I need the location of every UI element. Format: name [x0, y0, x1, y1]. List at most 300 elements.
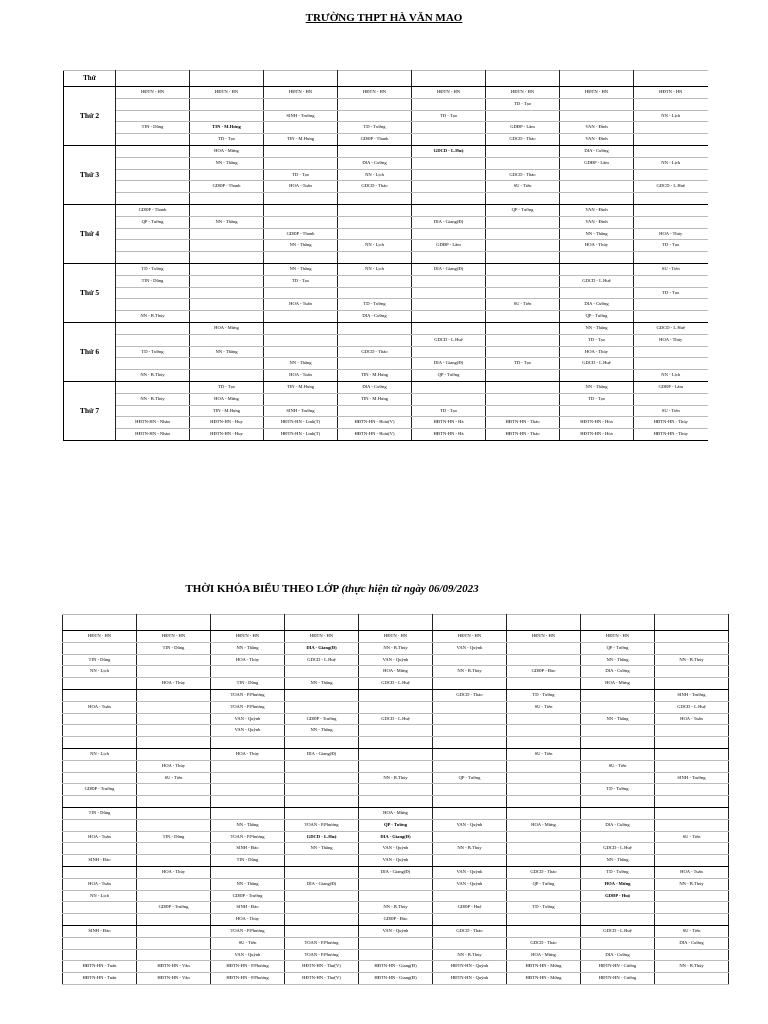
timetable-cell: HOA - Thủy — [634, 228, 708, 240]
timetable-cell — [655, 737, 729, 749]
timetable-cell: HOA - Thủy — [137, 866, 211, 878]
timetable-cell: NN - Thắng — [285, 678, 359, 690]
timetable-cell — [190, 299, 264, 311]
timetable-cell — [412, 98, 486, 110]
timetable-cell — [211, 772, 285, 784]
timetable-cell: GDĐP - Huệ — [433, 902, 507, 914]
class-header — [359, 615, 433, 631]
timetable-cell: HOA - Mừng — [359, 807, 433, 819]
timetable-cell — [634, 169, 708, 181]
timetable-cell: HĐTN-HN - Thư(V) — [285, 973, 359, 985]
timetable-cell: TIN - M.Hưng — [190, 122, 264, 134]
timetable-cell: TD - Tường — [581, 784, 655, 796]
timetable-cell — [63, 843, 137, 855]
timetable-cell — [486, 157, 560, 169]
day-label: Thứ 3 — [64, 145, 116, 204]
timetable-cell — [433, 937, 507, 949]
timetable-cell — [63, 760, 137, 772]
table-row — [63, 949, 729, 961]
timetable-cell: TIN - M.Hưng — [190, 405, 264, 417]
timetable-cell — [359, 701, 433, 713]
timetable-cell: HĐTN - HN — [116, 87, 190, 99]
day-header: Thứ — [64, 71, 116, 87]
timetable-cell: GDCD - Thảo — [433, 689, 507, 701]
timetable-cell — [560, 110, 634, 122]
timetable-cell — [211, 866, 285, 878]
timetable-cell — [486, 381, 560, 393]
timetable-cell: HĐTN - HN — [285, 631, 359, 643]
table-row — [63, 760, 729, 772]
timetable-cell: HOA - Mừng — [190, 145, 264, 157]
timetable-cell — [507, 855, 581, 867]
timetable-cell: NN - Lịch — [63, 890, 137, 902]
timetable-cell — [507, 654, 581, 666]
timetable-cell — [137, 701, 211, 713]
timetable-cell — [285, 807, 359, 819]
table-row — [63, 713, 729, 725]
timetable-cell — [116, 334, 190, 346]
timetable-cell — [137, 807, 211, 819]
timetable-cell — [581, 831, 655, 843]
timetable-cell — [560, 405, 634, 417]
timetable-cell — [359, 760, 433, 772]
timetable-cell: TD - Tạo — [560, 393, 634, 405]
timetable-cell — [285, 890, 359, 902]
timetable-cell — [264, 334, 338, 346]
table-row — [64, 429, 708, 441]
timetable-cell — [560, 287, 634, 299]
timetable-cell: GDCD - Thảo — [507, 866, 581, 878]
timetable-cell — [486, 252, 560, 264]
timetable-cell: TD - Tạo — [264, 275, 338, 287]
timetable-cell — [338, 334, 412, 346]
timetable-cell: QP - Tường — [507, 878, 581, 890]
timetable-cell: HOA - Thủy — [211, 748, 285, 760]
timetable-cell — [560, 169, 634, 181]
table-row — [64, 287, 708, 299]
timetable-cell: DIA - Cường — [581, 819, 655, 831]
timetable-cell — [137, 737, 211, 749]
timetable-cell — [560, 263, 634, 275]
timetable-cell: NN - Thắng — [190, 346, 264, 358]
timetable-cell: GDCD - L.Huệ — [634, 322, 708, 334]
timetable-cell — [412, 275, 486, 287]
table-row — [64, 228, 708, 240]
timetable-cell: TD - Tạo — [412, 110, 486, 122]
table-row — [63, 678, 729, 690]
timetable-cell: QP - Tường — [359, 819, 433, 831]
timetable-cell: NN - Thắng — [211, 819, 285, 831]
timetable-cell — [264, 287, 338, 299]
table-row — [64, 157, 708, 169]
timetable-cell: HĐTN-HN - Thảo — [486, 429, 560, 441]
class-header — [634, 71, 708, 87]
table-row — [64, 122, 708, 134]
timetable-cell: HĐTN-HN - Vân — [137, 961, 211, 973]
timetable-cell: TD - Tường — [507, 689, 581, 701]
timetable-cell: HOA - Mừng — [507, 949, 581, 961]
timetable-cell — [655, 973, 729, 985]
timetable-cell — [338, 228, 412, 240]
timetable-cell: TIN - Dũng — [116, 122, 190, 134]
timetable-cell — [581, 748, 655, 760]
table-row — [63, 914, 729, 926]
timetable-cell: HĐTN - HN — [137, 631, 211, 643]
timetable-cell: GDCD - L.Huệ — [285, 654, 359, 666]
timetable-cell — [285, 760, 359, 772]
timetable-cell — [634, 122, 708, 134]
timetable-cell — [655, 807, 729, 819]
timetable-cell — [285, 772, 359, 784]
timetable-cell — [137, 890, 211, 902]
class-header — [412, 71, 486, 87]
timetable-cell: GDCD - L.Huệ — [560, 358, 634, 370]
timetable-cell: SU - Tiến — [655, 925, 729, 937]
timetable-cell: GDCD - Thảo — [486, 134, 560, 146]
timetable-cell — [433, 748, 507, 760]
timetable-cell: SU - Tiến — [507, 701, 581, 713]
table-row — [63, 843, 729, 855]
timetable-cell: TD - Tạo — [634, 240, 708, 252]
timetable-cell: VAN - Quỳnh — [211, 713, 285, 725]
timetable-cell — [486, 334, 560, 346]
timetable-cell — [211, 737, 285, 749]
timetable-cell: HĐTN - HN — [63, 631, 137, 643]
timetable-cell: TD - Tạo — [190, 134, 264, 146]
timetable-cell: HĐTN - HN — [560, 87, 634, 99]
timetable-cell: SU - Tiến — [581, 760, 655, 772]
class-header — [137, 615, 211, 631]
timetable-cell — [285, 914, 359, 926]
timetable-cell — [634, 252, 708, 264]
timetable-cell: HOA - Tuấn — [264, 370, 338, 382]
timetable-cell — [486, 346, 560, 358]
timetable-cell — [285, 784, 359, 796]
timetable-cell — [581, 737, 655, 749]
timetable-cell: TIN - M.Hưng — [338, 370, 412, 382]
table-row — [64, 334, 708, 346]
timetable-cell: GDCD - L.Huệ — [285, 831, 359, 843]
timetable-cell — [211, 807, 285, 819]
timetable-cell — [63, 642, 137, 654]
timetable-cell: HOA - Thủy — [560, 346, 634, 358]
timetable-cell: NN - Thắng — [190, 216, 264, 228]
timetable-cell: TD - Tường — [338, 122, 412, 134]
timetable-cell: DIA - Giang(Đ) — [285, 748, 359, 760]
timetable-cell — [137, 819, 211, 831]
timetable-cell: HOA - Mừng — [190, 393, 264, 405]
timetable-cell: GDCD - Thảo — [338, 181, 412, 193]
timetable-cell: DIA - Cường — [338, 311, 412, 323]
timetable-cell: TD - Tạo — [486, 358, 560, 370]
timetable-cell — [655, 760, 729, 772]
timetable-cell: HĐTN - HN — [359, 631, 433, 643]
timetable-cell: DIA - Giang(Đ) — [412, 358, 486, 370]
timetable-cell — [285, 866, 359, 878]
timetable-cell: VAN - Quỳnh — [359, 654, 433, 666]
table-row — [63, 772, 729, 784]
timetable-cell: TD - Tường — [581, 866, 655, 878]
timetable-cell — [359, 890, 433, 902]
timetable-cell — [285, 701, 359, 713]
timetable-cell — [285, 737, 359, 749]
timetable-cell — [338, 358, 412, 370]
timetable-cell: HĐTN-HN - Thư(V) — [285, 961, 359, 973]
timetable-cell: NN - Thắng — [264, 263, 338, 275]
timetable-cell — [655, 666, 729, 678]
table-row — [64, 393, 708, 405]
timetable-cell — [655, 784, 729, 796]
timetable-cell: GDCD - L.Huệ — [412, 145, 486, 157]
timetable-cell — [338, 145, 412, 157]
timetable-cell — [137, 654, 211, 666]
timetable-cell — [116, 110, 190, 122]
timetable-cell: HOA - Tuấn — [264, 181, 338, 193]
timetable-cell: GDĐP - Lâm — [634, 381, 708, 393]
timetable-cell — [338, 322, 412, 334]
timetable-cell — [338, 216, 412, 228]
timetable-cell — [137, 843, 211, 855]
timetable-cell — [63, 937, 137, 949]
timetable-cell — [581, 902, 655, 914]
timetable-cell — [655, 819, 729, 831]
day-label: Thứ 7 — [64, 381, 116, 440]
timetable-cell: HOA - Thủy — [137, 760, 211, 772]
timetable-cell — [433, 890, 507, 902]
table-row — [63, 866, 729, 878]
timetable-cell — [655, 949, 729, 961]
timetable-cell — [507, 843, 581, 855]
timetable-cell — [63, 772, 137, 784]
timetable-cell — [338, 204, 412, 216]
timetable-cell: QP - Tường — [486, 204, 560, 216]
timetable-cell — [116, 358, 190, 370]
timetable-cell: TIN - Dũng — [137, 831, 211, 843]
timetable-cell — [412, 204, 486, 216]
timetable-cell — [412, 157, 486, 169]
class-timetable — [62, 614, 729, 985]
timetable-cell: TD - Tường — [507, 902, 581, 914]
timetable-cell: NN - Lịch — [63, 666, 137, 678]
timetable-cell: QP - Tường — [412, 370, 486, 382]
table-row — [63, 701, 729, 713]
timetable-cell: GDĐP - Lâm — [560, 157, 634, 169]
table-row — [63, 937, 729, 949]
timetable-cell — [264, 193, 338, 205]
timetable-cell: SINH - Đào — [211, 902, 285, 914]
timetable-cell: HOA - Mừng — [581, 878, 655, 890]
timetable-cell: SINH - Trường — [655, 689, 729, 701]
timetable-cell: NN - B.Thủy — [359, 772, 433, 784]
timetable-cell: HOA - Thủy — [211, 654, 285, 666]
timetable-cell — [560, 370, 634, 382]
timetable-cell — [137, 713, 211, 725]
timetable-cell — [634, 98, 708, 110]
timetable-cell: TD - Tạo — [190, 381, 264, 393]
timetable-cell: DIA - Giang(Đ) — [285, 878, 359, 890]
class-header — [655, 615, 729, 631]
timetable-cell — [63, 689, 137, 701]
timetable-cell: DIA - Cường — [560, 299, 634, 311]
timetable-cell — [486, 263, 560, 275]
timetable-cell — [359, 949, 433, 961]
table-row — [64, 193, 708, 205]
timetable-cell: TIN - Dũng — [63, 807, 137, 819]
timetable-cell — [581, 701, 655, 713]
timetable-cell — [412, 134, 486, 146]
timetable-cell — [486, 322, 560, 334]
timetable-cell — [412, 169, 486, 181]
timetable-cell — [137, 949, 211, 961]
timetable-cell: SU - Tiến — [486, 299, 560, 311]
timetable-cell: HOA - Thủy — [137, 678, 211, 690]
timetable-cell: TIN - M.Hưng — [264, 134, 338, 146]
timetable-cell: NN - B.Thủy — [116, 393, 190, 405]
table-row — [64, 87, 708, 99]
table-row — [63, 654, 729, 666]
timetable-cell — [581, 807, 655, 819]
table-row — [64, 204, 708, 216]
timetable-cell — [63, 902, 137, 914]
timetable-cell: SU - Tiến — [655, 831, 729, 843]
timetable-cell — [634, 311, 708, 323]
table-row — [64, 358, 708, 370]
table-row — [63, 819, 729, 831]
timetable-cell — [581, 914, 655, 926]
timetable-cell: TOAN - P.Phương — [285, 819, 359, 831]
table-row — [64, 240, 708, 252]
timetable-cell: SINH - Trường — [264, 110, 338, 122]
timetable-cell — [359, 784, 433, 796]
timetable-cell — [338, 193, 412, 205]
timetable-cell — [338, 275, 412, 287]
timetable-cell: HĐTN-HN - Hà — [412, 417, 486, 429]
timetable-cell — [655, 678, 729, 690]
timetable-cell — [655, 890, 729, 902]
class-header — [338, 71, 412, 87]
timetable-cell — [264, 252, 338, 264]
timetable-cell: TOAN - P.Phương — [211, 689, 285, 701]
timetable-cell: SU - Tiến — [634, 263, 708, 275]
timetable-title-main: THỜI KHÓA BIỂU THEO LỚP — [185, 583, 339, 595]
timetable-cell: HĐTN - HN — [507, 631, 581, 643]
timetable-cell — [63, 949, 137, 961]
timetable-cell: HOA - Tuấn — [655, 866, 729, 878]
timetable-cell — [634, 134, 708, 146]
timetable-cell: HĐTN-HN - Giang(Đ) — [359, 961, 433, 973]
day-label: Thứ 4 — [64, 204, 116, 263]
timetable-cell: TOAN - P.Phương — [211, 701, 285, 713]
timetable-cell: GDCD - Thảo — [338, 346, 412, 358]
timetable-cell: GDĐP - Đào — [507, 666, 581, 678]
day-label: Thứ 2 — [64, 87, 116, 146]
timetable-cell — [116, 145, 190, 157]
timetable-cell — [190, 193, 264, 205]
timetable-cell: HĐTN - HN — [338, 87, 412, 99]
timetable-cell: NN - B.Thủy — [655, 878, 729, 890]
timetable-cell: GDĐP - Thanh — [338, 134, 412, 146]
timetable-cell: VAN - Đinh — [560, 204, 634, 216]
timetable-cell — [634, 216, 708, 228]
timetable-cell — [433, 654, 507, 666]
timetable-cell — [507, 678, 581, 690]
timetable-cell — [63, 796, 137, 808]
timetable-cell — [433, 713, 507, 725]
timetable-cell: HĐTN-HN - Giang(Đ) — [359, 973, 433, 985]
timetable-cell — [634, 204, 708, 216]
table-row — [63, 902, 729, 914]
timetable-cell — [634, 393, 708, 405]
table-row — [64, 216, 708, 228]
timetable-cell: DIA - Cường — [581, 666, 655, 678]
timetable-cell — [137, 914, 211, 926]
timetable-cell: VAN - Quỳnh — [359, 855, 433, 867]
class-header — [116, 71, 190, 87]
timetable-cell: VAN - Quỳnh — [433, 878, 507, 890]
timetable-cell: NN - Thắng — [560, 228, 634, 240]
timetable-cell — [264, 122, 338, 134]
timetable-cell: SINH - Trường — [655, 772, 729, 784]
timetable-cell — [655, 725, 729, 737]
timetable-cell — [190, 228, 264, 240]
table-row — [64, 299, 708, 311]
timetable-cell — [264, 346, 338, 358]
timetable-cell — [634, 193, 708, 205]
timetable-cell: GDĐP - Thanh — [116, 204, 190, 216]
table-row — [64, 370, 708, 382]
timetable-cell: GDĐP - Trường — [137, 902, 211, 914]
timetable-cell — [412, 311, 486, 323]
timetable-cell — [137, 748, 211, 760]
timetable-cell — [116, 98, 190, 110]
timetable-cell: TD - Tạo — [634, 287, 708, 299]
timetable-cell — [63, 866, 137, 878]
timetable-cell — [634, 299, 708, 311]
table-row — [63, 642, 729, 654]
timetable-cell: HĐTN-HN - Linh(T) — [264, 417, 338, 429]
timetable-cell — [486, 275, 560, 287]
timetable-cell: GDĐP - Lâm — [412, 240, 486, 252]
class-header — [560, 71, 634, 87]
timetable-cell: NN - Thắng — [581, 654, 655, 666]
timetable-cell — [190, 287, 264, 299]
timetable-cell: GDĐP - Trường — [285, 713, 359, 725]
timetable-cell — [507, 831, 581, 843]
timetable-cell: GDCD - L.Huệ — [560, 275, 634, 287]
timetable-cell: HĐTN - HN — [211, 631, 285, 643]
timetable-cell: HĐTN-HN - Hoài(V) — [338, 417, 412, 429]
timetable-cell: HĐTN-HN - Thảo — [486, 417, 560, 429]
table-row — [64, 381, 708, 393]
timetable-cell — [264, 98, 338, 110]
timetable-cell: HĐTN - HN — [412, 87, 486, 99]
timetable-cell — [486, 311, 560, 323]
timetable-cell: HĐTN-HN - Huy — [190, 417, 264, 429]
timetable-cell: HOA - Tuấn — [63, 878, 137, 890]
timetable-cell — [433, 784, 507, 796]
table-row — [63, 631, 729, 643]
timetable-cell: NN - Lịch — [634, 370, 708, 382]
timetable-cell: HĐTN-HN - Cường — [581, 961, 655, 973]
timetable-cell — [507, 890, 581, 902]
timetable-cell: VAN - Quỳnh — [211, 949, 285, 961]
timetable-cell — [63, 819, 137, 831]
timetable-cell — [211, 784, 285, 796]
table-row — [64, 322, 708, 334]
timetable-cell — [63, 713, 137, 725]
timetable-cell — [655, 631, 729, 643]
table-row — [63, 796, 729, 808]
